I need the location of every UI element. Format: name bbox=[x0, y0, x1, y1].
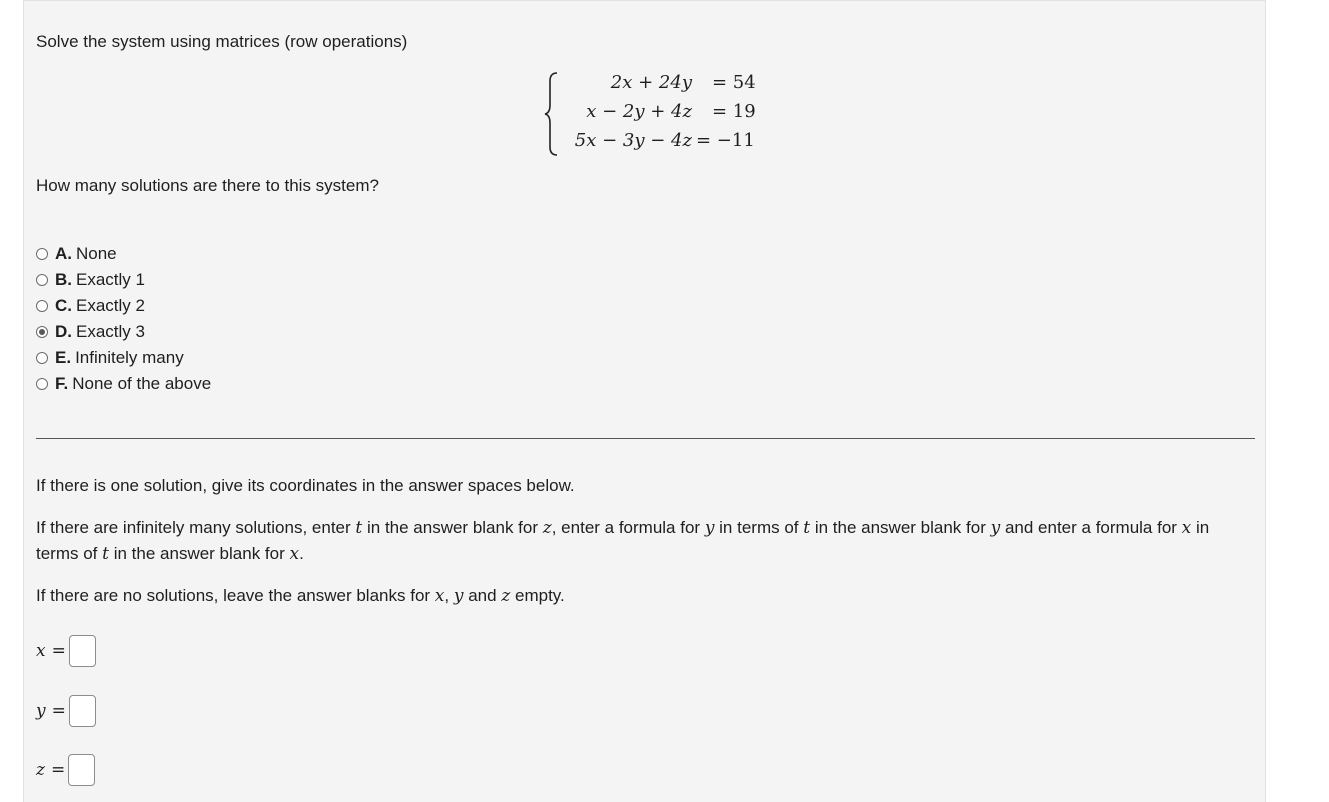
text: in terms of bbox=[719, 518, 799, 537]
answer-row-x bbox=[36, 634, 96, 668]
math-y: y bbox=[990, 518, 1001, 538]
option-text: None bbox=[76, 244, 117, 263]
math-x: x bbox=[1181, 518, 1192, 538]
math-z: z bbox=[501, 586, 511, 606]
option-text: Exactly 2 bbox=[76, 296, 145, 315]
option-letter: B. bbox=[55, 270, 72, 289]
instruction-one-solution: If there is one solution, give its coordinates in the answer spaces below. bbox=[36, 476, 575, 495]
math-y: y bbox=[704, 518, 715, 538]
instruction-infinite-solutions bbox=[36, 515, 1251, 567]
math-x: x bbox=[289, 544, 300, 564]
text: empty. bbox=[515, 586, 565, 605]
radio-button[interactable] bbox=[36, 248, 48, 260]
text: and enter a formula for bbox=[1004, 518, 1177, 537]
option-letter: F. bbox=[55, 374, 69, 393]
equals-sign: = bbox=[50, 760, 66, 780]
question-prompt: Solve the system using matrices (row operations) bbox=[36, 32, 408, 51]
text: , enter a formula for bbox=[551, 518, 701, 537]
instruction-no-solutions bbox=[36, 583, 1251, 609]
question-panel bbox=[23, 0, 1266, 802]
answer-var-label: x bbox=[36, 641, 46, 661]
answer-input-y[interactable] bbox=[69, 695, 96, 727]
math-t: t bbox=[803, 518, 811, 538]
how-many-question: How many solutions are there to this system? bbox=[36, 176, 379, 195]
math-x: x bbox=[434, 586, 445, 606]
equation-row-3 bbox=[544, 130, 780, 155]
radio-button[interactable] bbox=[36, 300, 48, 312]
equals-sign: = bbox=[51, 701, 66, 721]
option-letter: E. bbox=[55, 348, 72, 367]
answer-row-y bbox=[36, 694, 96, 728]
radio-button[interactable] bbox=[36, 378, 48, 390]
option-letter: A. bbox=[55, 244, 72, 263]
math-t: t bbox=[102, 544, 109, 564]
option-letter: D. bbox=[55, 322, 72, 341]
equation-system bbox=[544, 69, 784, 159]
radio-button[interactable] bbox=[36, 352, 48, 364]
radio-button[interactable] bbox=[36, 274, 48, 286]
option-text: Exactly 1 bbox=[76, 270, 145, 289]
text: in the answer blank for bbox=[366, 518, 539, 537]
equation-1-rhs: = 54 bbox=[712, 72, 756, 93]
text: If there are infinitely many solutions, enter bbox=[36, 518, 351, 537]
text: in the answer blank for bbox=[814, 518, 986, 537]
math-z: z bbox=[542, 518, 552, 538]
text: . bbox=[299, 544, 304, 563]
text: and bbox=[468, 586, 497, 605]
option-e[interactable] bbox=[36, 347, 184, 369]
math-y: y bbox=[453, 586, 464, 606]
option-f[interactable] bbox=[36, 373, 211, 395]
option-d[interactable] bbox=[36, 321, 145, 343]
text: in terms of bbox=[36, 518, 1210, 563]
equation-2-lhs: x − 2y + 4z bbox=[586, 101, 692, 122]
answer-var-label: z bbox=[36, 760, 45, 780]
option-b[interactable] bbox=[36, 269, 145, 291]
answer-input-z[interactable] bbox=[68, 754, 95, 786]
equals-sign: = bbox=[51, 641, 66, 661]
option-text: Infinitely many bbox=[75, 348, 184, 367]
answer-input-x[interactable] bbox=[69, 635, 96, 667]
equation-2-rhs: = 19 bbox=[712, 101, 756, 122]
option-c[interactable] bbox=[36, 295, 145, 317]
text: , bbox=[444, 586, 450, 605]
equation-row-1 bbox=[544, 72, 780, 97]
equation-3-lhs: 5x − 3y − 4z bbox=[574, 130, 692, 151]
math-t: t bbox=[355, 518, 363, 538]
answer-row-z bbox=[36, 753, 95, 787]
option-letter: C. bbox=[55, 296, 72, 315]
text: in the answer blank for bbox=[113, 544, 285, 563]
radio-button-selected[interactable] bbox=[36, 326, 48, 338]
equation-row-2 bbox=[544, 101, 780, 126]
text: If there are no solutions, leave the answer blanks for bbox=[36, 586, 431, 605]
option-a[interactable] bbox=[36, 243, 117, 265]
option-text: None of the above bbox=[72, 374, 212, 393]
equation-3-rhs: = −11 bbox=[696, 130, 755, 151]
section-divider bbox=[36, 438, 1255, 439]
equation-1-lhs: 2x + 24y bbox=[610, 72, 692, 93]
answer-var-label: y bbox=[36, 701, 46, 721]
option-text: Exactly 3 bbox=[76, 322, 145, 341]
